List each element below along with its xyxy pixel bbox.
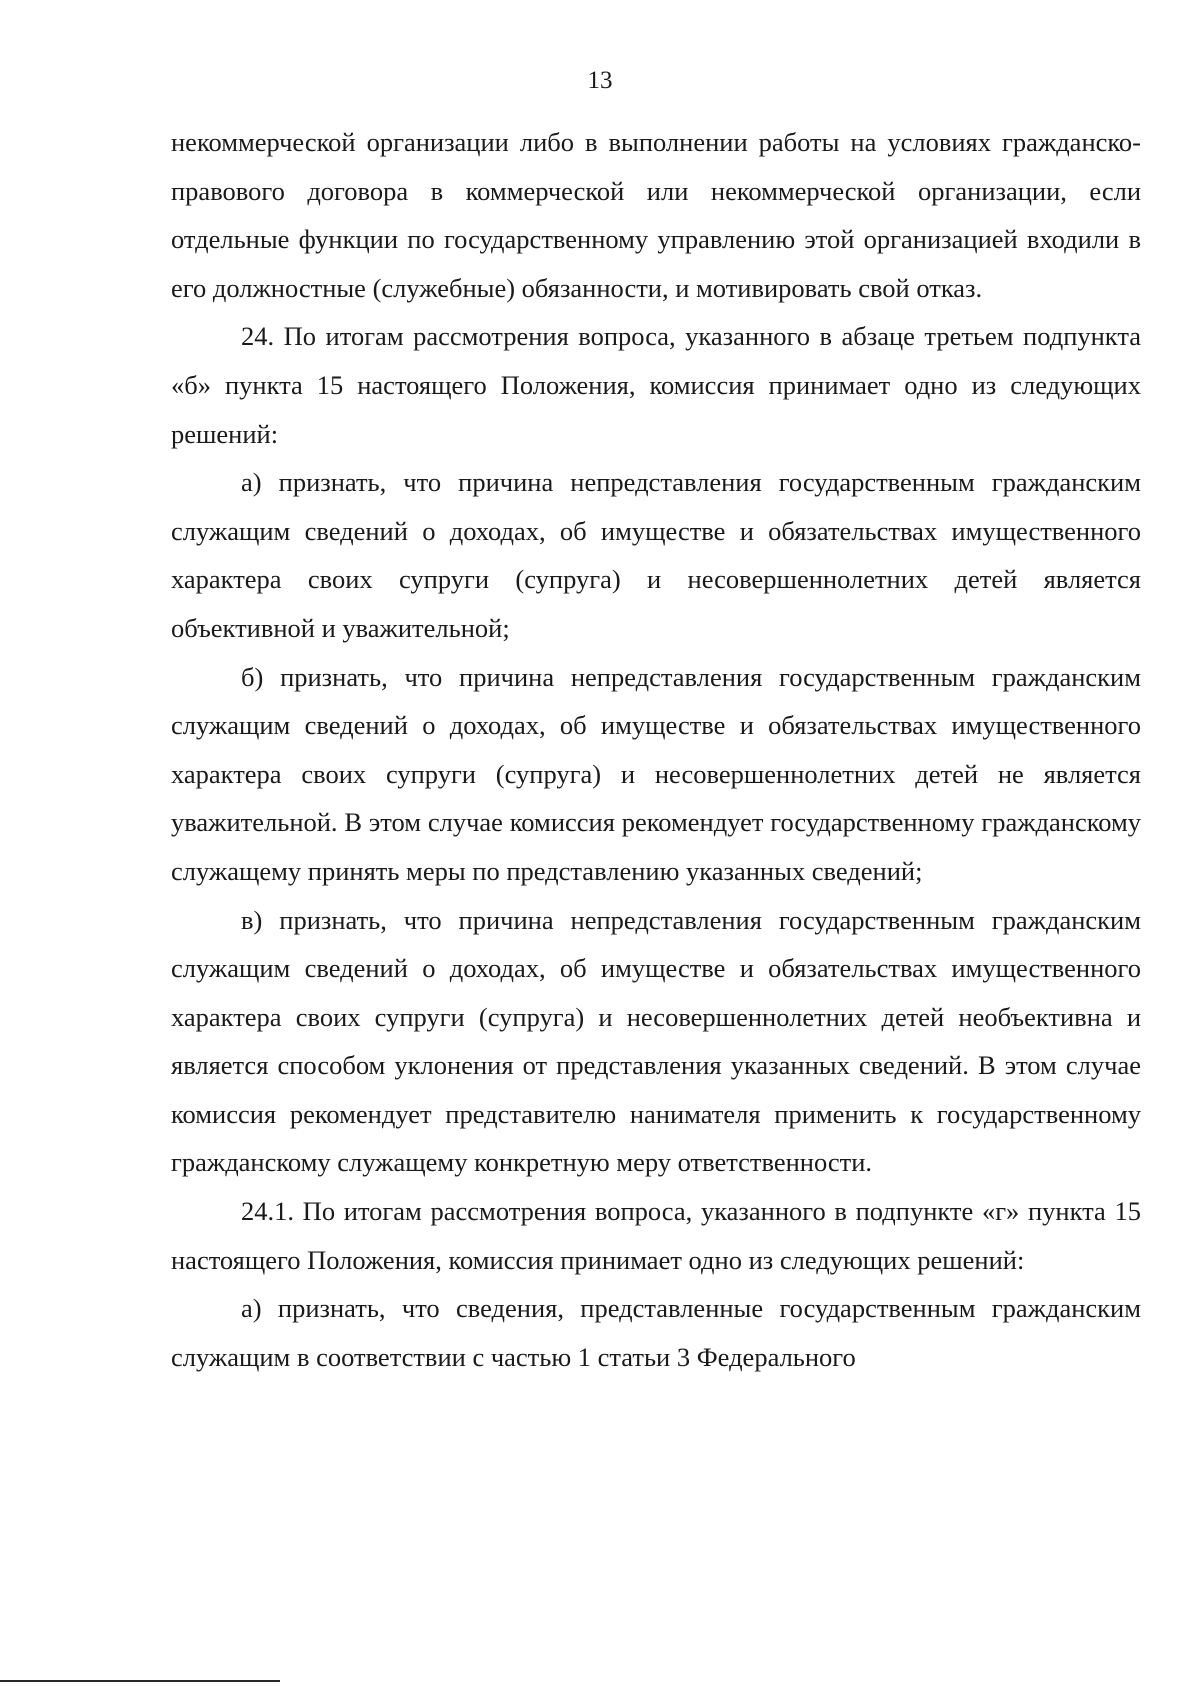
paragraph-item-24-a: а) признать, что причина непредставления государственным гражданским служащим сведений о доходах, об имуществе и обязательствах имущественного характера своих супруги (супруга) и несовершеннолетних детей является объективной и уважительной; [171,467,1141,643]
paragraph-continuation: некоммерческой организации либо в выполнении работы на условиях гражданско-правового договора в коммерческой или некоммерческой организации, если отдельные функции по государственному управлению этой организацией входили в его должностные (служебные) обязанности, и мотивировать свой отказ. [171,127,1141,303]
bottom-scan-rule [0,1680,280,1682]
paragraph-item-24-b: б) признать, что причина непредставления государственным гражданским служащим сведений о доходах, об имуществе и обязательствах имущественного характера своих супруги (супруга) и несовершеннолетних детей не является уважительной. В этом случае комиссия рекомендует государственному гражданскому служащему принять меры по представлению указанных сведений; [171,661,1141,886]
paragraph-item-24-v: в) признать, что причина непредставления государственным гражданским служащим сведений о доходах, об имуществе и обязательствах имущественного характера своих супруги (супруга) и несовершеннолетних детей необъективна и является способом уклонения от представления указанных сведений. В этом случае комиссия рекомендует представителю нанимателя применить к государственному гражданскому служащему конкретную меру ответственности. [171,904,1141,1178]
page-number: 13 [587,67,613,94]
paragraph-item-24-1-a: а) признать, что сведения, представленные государственным гражданским служащим в соответствии с частью 1 статьи 3 Федерального [171,1293,1141,1372]
paragraph-item-24-1: 24.1. По итогам рассмотрения вопроса, указанного в подпункте «г» пункта 15 настоящего Положения, комиссия принимает одно из следующих решений: [171,1196,1141,1275]
paragraph-item-24: 24. По итогам рассмотрения вопроса, указанного в абзаце третьем подпункта «б» пункта 15 настоящего Положения, комиссия принимает одно из следующих решений: [171,321,1141,449]
document-body [171,118,1141,1381]
